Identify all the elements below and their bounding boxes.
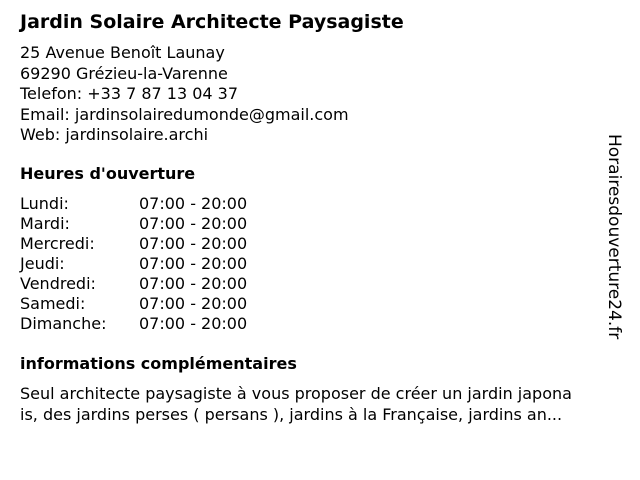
email-address: Email: jardinsolairedumonde@gmail.com	[20, 104, 349, 124]
address-city: 69290 Grézieu-la-Varenne	[20, 63, 228, 83]
website: Web: jardinsolaire.archi	[20, 125, 209, 144]
day-label: Lundi:	[20, 194, 69, 213]
opening-hours-table	[20, 194, 280, 334]
time-value: 07:00 - 20:00	[139, 194, 248, 213]
time-value: 07:00 - 20:00	[139, 274, 248, 293]
time-value: 07:00 - 20:00	[139, 234, 248, 253]
hours-heading: Heures d'ouverture	[20, 164, 196, 183]
hours-row-thursday	[20, 254, 280, 274]
business-name: Jardin Solaire Architecte Paysagiste	[20, 11, 404, 33]
info-description	[20, 383, 620, 425]
hours-row-friday	[20, 274, 280, 294]
hours-row-monday	[20, 194, 280, 214]
time-value: 07:00 - 20:00	[139, 314, 248, 333]
day-label: Samedi:	[20, 294, 86, 313]
day-label: Mercredi:	[20, 234, 95, 253]
day-label: Dimanche:	[20, 314, 107, 333]
hours-row-tuesday	[20, 214, 280, 234]
time-value: 07:00 - 20:00	[139, 214, 248, 233]
hours-row-saturday	[20, 294, 280, 314]
day-label: Vendredi:	[20, 274, 96, 293]
hours-row-sunday	[20, 314, 280, 334]
description-line-1: Seul architecte paysagiste à vous proposer de créer un jardin japona	[20, 384, 572, 403]
description-line-2: is, des jardins perses ( persans ), jardins à la Française, jardins an...	[20, 405, 563, 424]
address-street: 25 Avenue Benoît Launay	[20, 43, 225, 62]
time-value: 07:00 - 20:00	[139, 254, 248, 273]
phone-number: Telefon: +33 7 87 13 04 37	[20, 84, 239, 103]
site-watermark: Horairesdouverture24.fr	[604, 134, 624, 340]
info-heading: informations complémentaires	[20, 354, 297, 373]
time-value: 07:00 - 20:00	[139, 294, 248, 313]
day-label: Mardi:	[20, 214, 70, 233]
contact-block	[20, 43, 349, 146]
hours-row-wednesday	[20, 234, 280, 254]
day-label: Jeudi:	[20, 254, 65, 273]
